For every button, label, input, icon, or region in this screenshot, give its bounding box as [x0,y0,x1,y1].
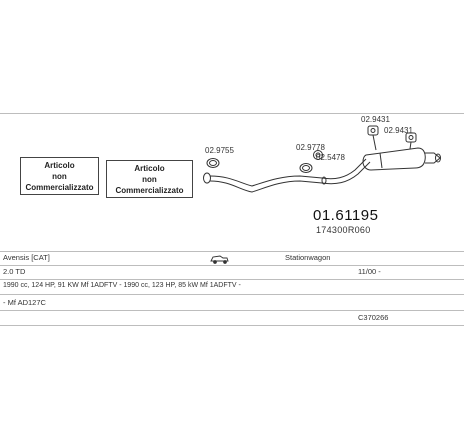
dates-cell: 11/00 - [358,267,381,276]
leader-line [373,135,376,150]
extra-cell: - Mf AD127C [3,298,46,307]
rear-muffler [363,148,425,170]
clamp-front-icon [207,159,219,168]
leader-line [410,142,411,149]
clamp-front-icon-inner [210,161,217,166]
front-flange [204,173,211,183]
specs-cell: 1990 cc, 124 HP, 91 KW Mf 1ADFTV - 1990 cc, 123 HP, 85 kW Mf 1ADFTV - [3,282,241,289]
muffler-seam [380,153,382,168]
hanger-right-label: 02.9431 [384,126,413,135]
code-cell: C370266 [358,313,389,322]
clamp-mid-icon [300,164,312,173]
body-cell: Stationwagon [285,253,331,262]
hanger-top-hole [371,129,375,133]
box-line: Commercializzato [115,185,184,195]
clamp-mid-label: 02.9778 [296,143,325,152]
box-line: non [142,174,157,184]
oem-number: 174300R060 [316,225,371,235]
engine-cell: 2.0 TD [3,267,26,276]
hanger-top-label: 02.9431 [361,115,390,124]
clamp-front-label: 02.9755 [205,146,234,155]
part-number: 01.61195 [313,207,379,224]
hanger-top-icon [368,126,378,135]
hanger-right-hole [409,136,413,140]
box-line: Commercializzato [25,182,94,192]
car-icon [211,256,228,263]
clamp-mid-icon-inner [303,166,310,171]
gasket-label: 02.5478 [316,153,345,162]
box-line: Articolo [134,163,165,173]
model-cell: Avensis [CAT] [3,253,50,262]
box-line: non [52,171,67,181]
box-line: Articolo [44,160,75,170]
